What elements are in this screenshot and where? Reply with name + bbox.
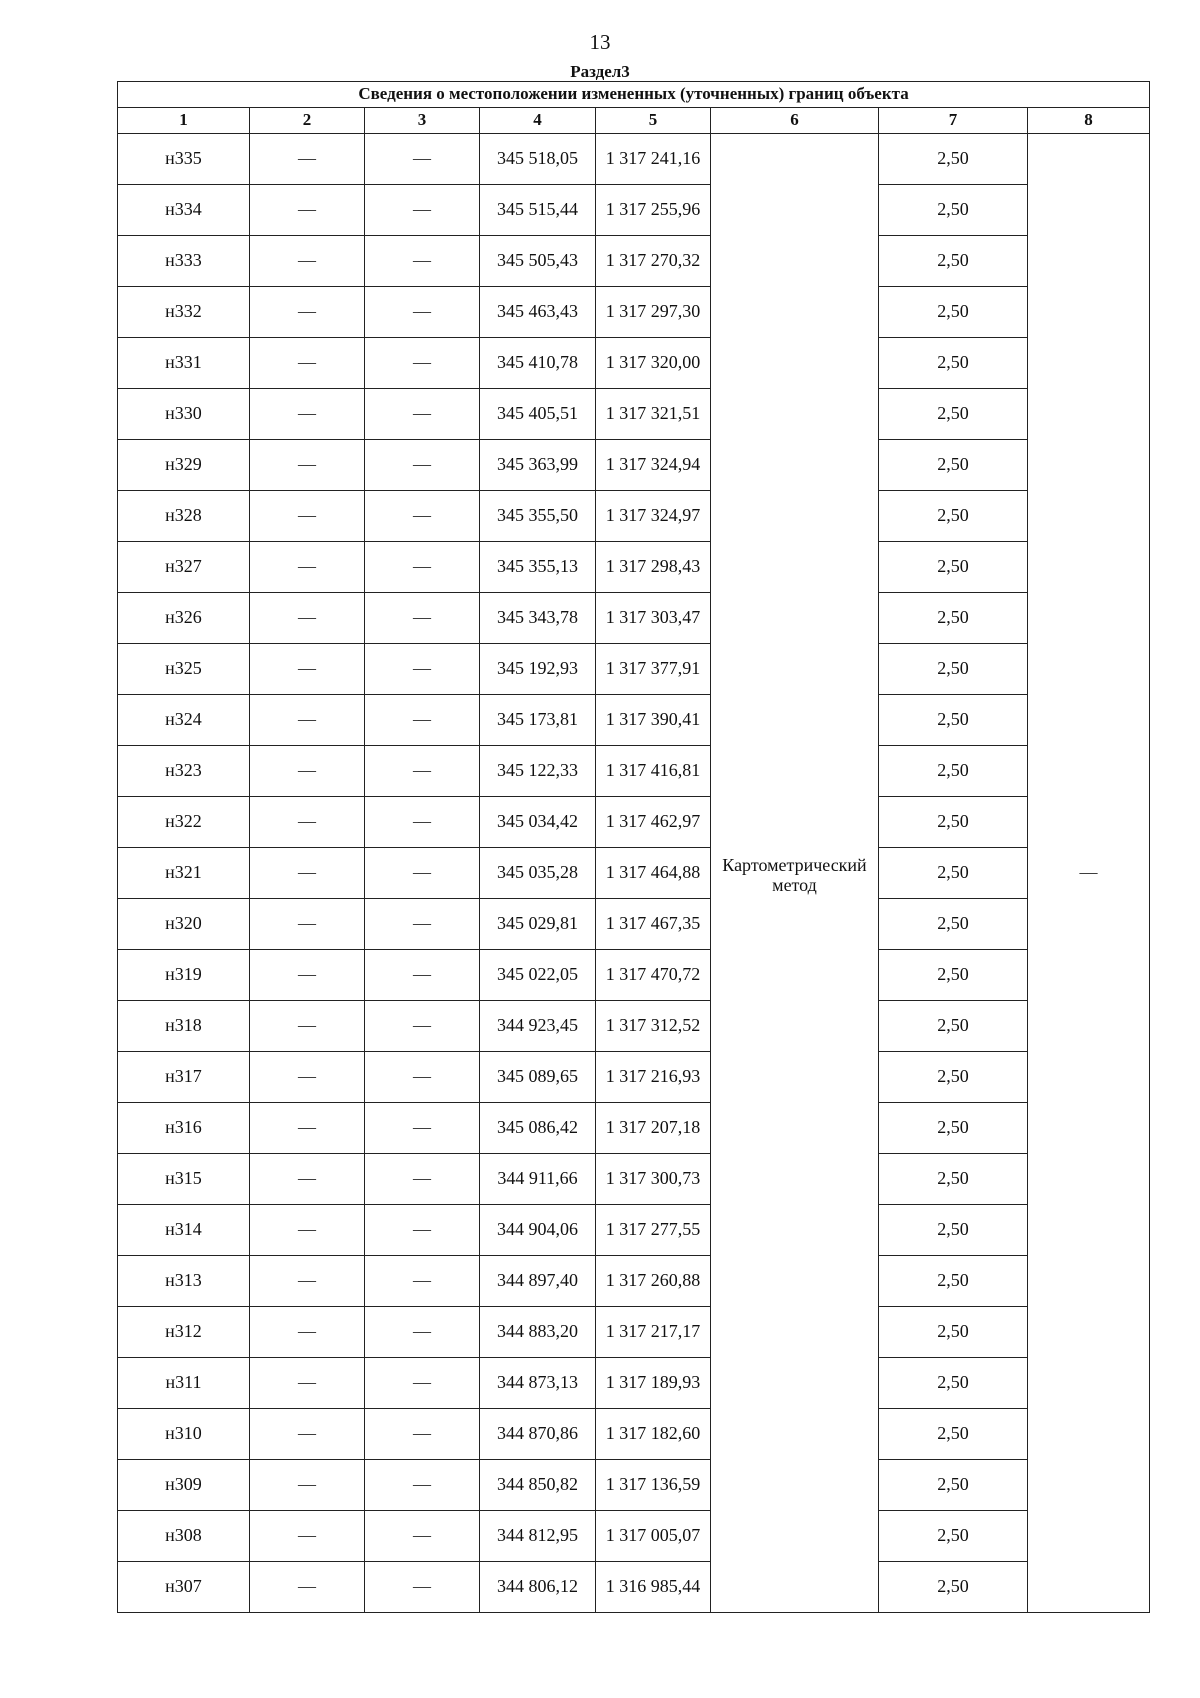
table-row [118,746,1150,797]
column-header: 3 [365,108,480,134]
column-3-cell: — [365,185,480,236]
column-2-cell: — [250,1409,365,1460]
y-coordinate-cell: 1 317 377,91 [596,644,711,695]
point-name-cell: н317 [118,1052,250,1103]
column-2-cell: — [250,134,365,185]
y-coordinate-cell: 1 317 324,94 [596,440,711,491]
point-name-cell: н307 [118,1562,250,1613]
column-3-cell: — [365,899,480,950]
point-name-cell: н323 [118,746,250,797]
column-3-cell: — [365,1103,480,1154]
point-name-cell: н332 [118,287,250,338]
column-3-cell: — [365,1358,480,1409]
column-2-cell: — [250,1001,365,1052]
y-coordinate-cell: 1 317 260,88 [596,1256,711,1307]
y-coordinate-cell: 1 317 277,55 [596,1205,711,1256]
table-row [118,1205,1150,1256]
point-name-cell: н326 [118,593,250,644]
precision-cell: 2,50 [879,440,1028,491]
point-name-cell: н334 [118,185,250,236]
column-3-cell: — [365,542,480,593]
table-body [118,134,1150,1613]
boundary-coordinates-table [117,81,1150,1613]
point-name-cell: н311 [118,1358,250,1409]
point-name-cell: н331 [118,338,250,389]
table-row [118,1307,1150,1358]
precision-cell: 2,50 [879,1001,1028,1052]
x-coordinate-cell: 345 343,78 [480,593,596,644]
table-row [118,1358,1150,1409]
column-2-cell: — [250,491,365,542]
column-3-cell: — [365,1256,480,1307]
column-2-cell: — [250,950,365,1001]
column-3-cell: — [365,1562,480,1613]
precision-cell: 2,50 [879,1205,1028,1256]
column-3-cell: — [365,1511,480,1562]
column-2-cell: — [250,1358,365,1409]
column-3-cell: — [365,746,480,797]
table-row [118,1511,1150,1562]
column-header: 1 [118,108,250,134]
precision-cell: 2,50 [879,542,1028,593]
point-name-cell: н335 [118,134,250,185]
x-coordinate-cell: 344 904,06 [480,1205,596,1256]
column-3-cell: — [365,287,480,338]
table-row [118,797,1150,848]
table-row [118,593,1150,644]
y-coordinate-cell: 1 317 298,43 [596,542,711,593]
point-name-cell: н309 [118,1460,250,1511]
table-row [118,899,1150,950]
y-coordinate-cell: 1 317 321,51 [596,389,711,440]
precision-cell: 2,50 [879,593,1028,644]
y-coordinate-cell: 1 317 182,60 [596,1409,711,1460]
page-number: 13 [589,30,611,54]
point-name-cell: н328 [118,491,250,542]
column-2-cell: — [250,746,365,797]
x-coordinate-cell: 345 089,65 [480,1052,596,1103]
table-row [118,1103,1150,1154]
column-header: 6 [711,108,879,134]
y-coordinate-cell: 1 317 470,72 [596,950,711,1001]
column-3-cell: — [365,1205,480,1256]
x-coordinate-cell: 345 355,50 [480,491,596,542]
y-coordinate-cell: 1 317 320,00 [596,338,711,389]
precision-cell: 2,50 [879,1154,1028,1205]
point-name-cell: н314 [118,1205,250,1256]
y-coordinate-cell: 1 317 216,93 [596,1052,711,1103]
precision-cell: 2,50 [879,1307,1028,1358]
y-coordinate-cell: 1 317 462,97 [596,797,711,848]
precision-cell: 2,50 [879,950,1028,1001]
column-2-cell: — [250,236,365,287]
table-row [118,542,1150,593]
x-coordinate-cell: 344 806,12 [480,1562,596,1613]
column-2-cell: — [250,848,365,899]
column-2-cell: — [250,389,365,440]
point-name-cell: н329 [118,440,250,491]
column-2-cell: — [250,695,365,746]
y-coordinate-cell: 1 317 467,35 [596,899,711,950]
x-coordinate-cell: 344 911,66 [480,1154,596,1205]
precision-cell: 2,50 [879,491,1028,542]
x-coordinate-cell: 344 870,86 [480,1409,596,1460]
y-coordinate-cell: 1 317 270,32 [596,236,711,287]
y-coordinate-cell: 1 317 217,17 [596,1307,711,1358]
column-2-cell: — [250,542,365,593]
x-coordinate-cell: 344 850,82 [480,1460,596,1511]
y-coordinate-cell: 1 317 207,18 [596,1103,711,1154]
column-header: 5 [596,108,711,134]
y-coordinate-cell: 1 317 255,96 [596,185,711,236]
x-coordinate-cell: 344 897,40 [480,1256,596,1307]
method-cell: Картометрический метод [711,134,879,1613]
x-coordinate-cell: 345 086,42 [480,1103,596,1154]
x-coordinate-cell: 344 873,13 [480,1358,596,1409]
table-row [118,1001,1150,1052]
x-coordinate-cell: 345 405,51 [480,389,596,440]
column-header-row [118,108,1150,134]
column-3-cell: — [365,134,480,185]
column-2-cell: — [250,1205,365,1256]
column-header: 8 [1028,108,1150,134]
x-coordinate-cell: 345 355,13 [480,542,596,593]
x-coordinate-cell: 345 463,43 [480,287,596,338]
x-coordinate-cell: 345 363,99 [480,440,596,491]
y-coordinate-cell: 1 317 005,07 [596,1511,711,1562]
column-3-cell: — [365,950,480,1001]
table-row [118,1460,1150,1511]
table-row [118,185,1150,236]
column-3-cell: — [365,1154,480,1205]
column-8-cell: — [1028,134,1150,1613]
x-coordinate-cell: 345 122,33 [480,746,596,797]
precision-cell: 2,50 [879,848,1028,899]
y-coordinate-cell: 1 316 985,44 [596,1562,711,1613]
table-row [118,644,1150,695]
point-name-cell: н313 [118,1256,250,1307]
precision-cell: 2,50 [879,1460,1028,1511]
column-2-cell: — [250,644,365,695]
column-2-cell: — [250,899,365,950]
precision-cell: 2,50 [879,644,1028,695]
precision-cell: 2,50 [879,134,1028,185]
table-row [118,491,1150,542]
column-header: 4 [480,108,596,134]
point-name-cell: н319 [118,950,250,1001]
x-coordinate-cell: 344 812,95 [480,1511,596,1562]
y-coordinate-cell: 1 317 136,59 [596,1460,711,1511]
column-2-cell: — [250,1256,365,1307]
precision-cell: 2,50 [879,1256,1028,1307]
point-name-cell: н318 [118,1001,250,1052]
y-coordinate-cell: 1 317 464,88 [596,848,711,899]
precision-cell: 2,50 [879,1409,1028,1460]
x-coordinate-cell: 345 515,44 [480,185,596,236]
column-3-cell: — [365,491,480,542]
point-name-cell: н320 [118,899,250,950]
table-row [118,1154,1150,1205]
y-coordinate-cell: 1 317 303,47 [596,593,711,644]
x-coordinate-cell: 344 923,45 [480,1001,596,1052]
point-name-cell: н310 [118,1409,250,1460]
x-coordinate-cell: 345 035,28 [480,848,596,899]
table-row [118,236,1150,287]
table-row [118,950,1150,1001]
table-row [118,338,1150,389]
point-name-cell: н316 [118,1103,250,1154]
precision-cell: 2,50 [879,695,1028,746]
x-coordinate-cell: 344 883,20 [480,1307,596,1358]
column-2-cell: — [250,440,365,491]
table-row [118,1052,1150,1103]
column-header: 2 [250,108,365,134]
y-coordinate-cell: 1 317 297,30 [596,287,711,338]
table-row [118,1409,1150,1460]
column-3-cell: — [365,695,480,746]
x-coordinate-cell: 345 022,05 [480,950,596,1001]
point-name-cell: н327 [118,542,250,593]
column-3-cell: — [365,797,480,848]
point-name-cell: н322 [118,797,250,848]
column-3-cell: — [365,1001,480,1052]
column-2-cell: — [250,338,365,389]
point-name-cell: н315 [118,1154,250,1205]
point-name-cell: н325 [118,644,250,695]
x-coordinate-cell: 345 410,78 [480,338,596,389]
column-3-cell: — [365,644,480,695]
column-2-cell: — [250,797,365,848]
precision-cell: 2,50 [879,1358,1028,1409]
precision-cell: 2,50 [879,1052,1028,1103]
precision-cell: 2,50 [879,1103,1028,1154]
precision-cell: 2,50 [879,338,1028,389]
column-2-cell: — [250,1562,365,1613]
column-3-cell: — [365,1052,480,1103]
table-caption: Сведения о местоположении измененных (уточненных) границ объекта [118,82,1150,108]
table-row [118,440,1150,491]
x-coordinate-cell: 345 029,81 [480,899,596,950]
table-row [118,287,1150,338]
y-coordinate-cell: 1 317 300,73 [596,1154,711,1205]
column-3-cell: — [365,389,480,440]
y-coordinate-cell: 1 317 312,52 [596,1001,711,1052]
y-coordinate-cell: 1 317 241,16 [596,134,711,185]
point-name-cell: н308 [118,1511,250,1562]
table-row [118,1562,1150,1613]
column-2-cell: — [250,1307,365,1358]
y-coordinate-cell: 1 317 324,97 [596,491,711,542]
column-2-cell: — [250,1154,365,1205]
y-coordinate-cell: 1 317 390,41 [596,695,711,746]
table-row [118,1256,1150,1307]
table-row [118,134,1150,185]
column-3-cell: — [365,1460,480,1511]
precision-cell: 2,50 [879,236,1028,287]
column-3-cell: — [365,1307,480,1358]
point-name-cell: н312 [118,1307,250,1358]
column-3-cell: — [365,236,480,287]
column-2-cell: — [250,1511,365,1562]
point-name-cell: н333 [118,236,250,287]
precision-cell: 2,50 [879,185,1028,236]
column-3-cell: — [365,338,480,389]
point-name-cell: н321 [118,848,250,899]
column-3-cell: — [365,1409,480,1460]
precision-cell: 2,50 [879,1511,1028,1562]
precision-cell: 2,50 [879,899,1028,950]
table-row [118,848,1150,899]
section-title: Раздел3 [570,62,630,81]
column-2-cell: — [250,1103,365,1154]
column-3-cell: — [365,848,480,899]
precision-cell: 2,50 [879,1562,1028,1613]
column-3-cell: — [365,593,480,644]
x-coordinate-cell: 345 505,43 [480,236,596,287]
table-row [118,695,1150,746]
column-2-cell: — [250,185,365,236]
y-coordinate-cell: 1 317 189,93 [596,1358,711,1409]
column-3-cell: — [365,440,480,491]
column-2-cell: — [250,1052,365,1103]
x-coordinate-cell: 345 173,81 [480,695,596,746]
column-2-cell: — [250,593,365,644]
point-name-cell: н324 [118,695,250,746]
y-coordinate-cell: 1 317 416,81 [596,746,711,797]
column-header: 7 [879,108,1028,134]
point-name-cell: н330 [118,389,250,440]
column-2-cell: — [250,287,365,338]
precision-cell: 2,50 [879,746,1028,797]
precision-cell: 2,50 [879,389,1028,440]
x-coordinate-cell: 345 518,05 [480,134,596,185]
column-2-cell: — [250,1460,365,1511]
table-row [118,389,1150,440]
x-coordinate-cell: 345 034,42 [480,797,596,848]
precision-cell: 2,50 [879,287,1028,338]
x-coordinate-cell: 345 192,93 [480,644,596,695]
precision-cell: 2,50 [879,797,1028,848]
